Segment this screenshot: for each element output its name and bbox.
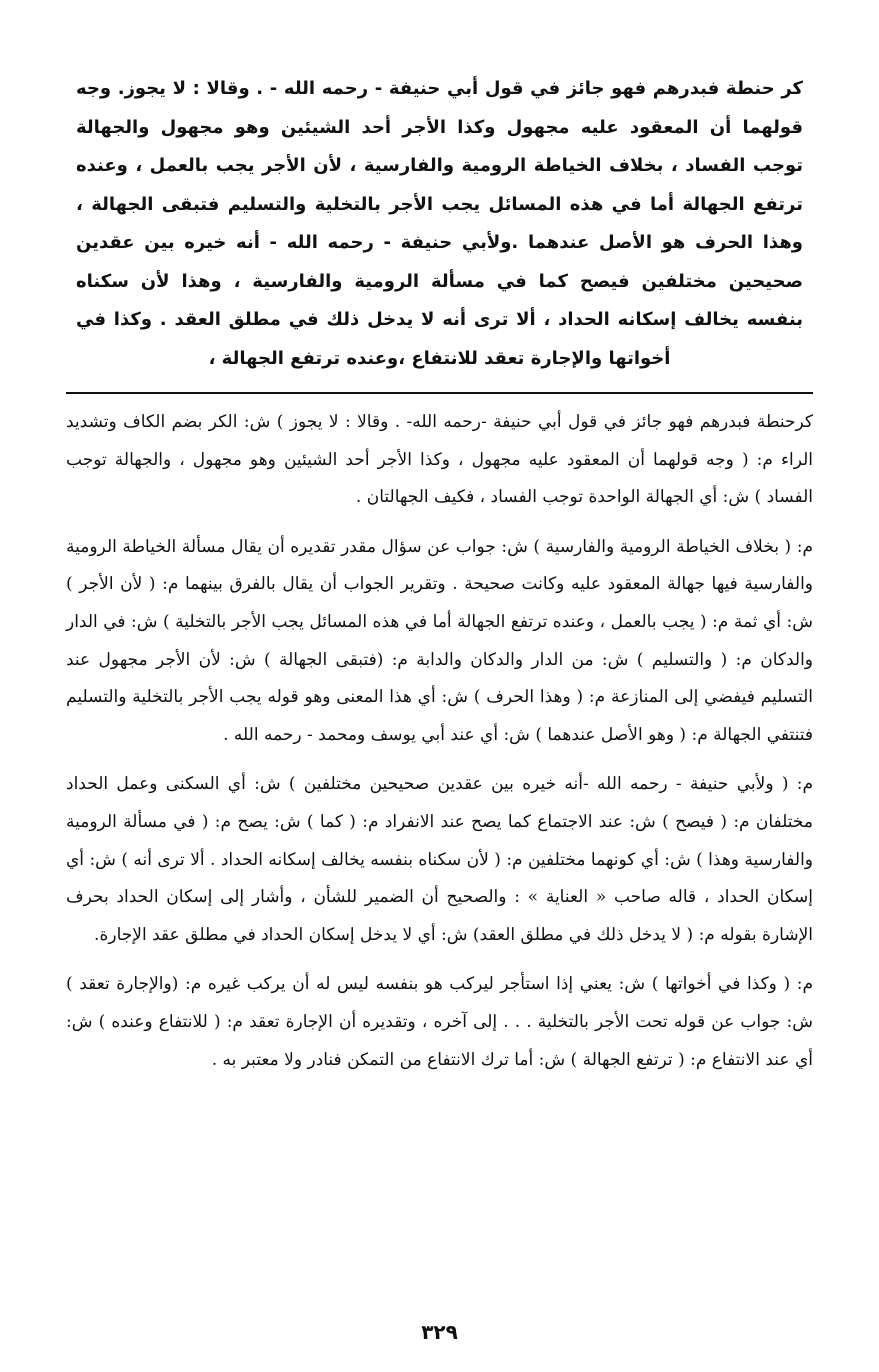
commentary-paragraph: م: ( ولأبي حنيفة - رحمه الله -أنه خيره بين عقدين صحيحين مختلفين ) ش: أي السكنى وعمل الحداد مختلفان م: ( فيصح ) ش: عند الاجتماع كما يصح عند الانفراد م: ( كما ) ش: يصح م: ( في مسألة الرومية والفارسية وهذا ) ش: أي كونهما مختلفين م: ( لأن سكناه بنفسه يخالف إسكانه الحداد . ألا ترى أنه ) ش: أي إسكان الحداد ، قاله صاحب « العناية » : والصحيح أن الضمير للشأن ، وأشار إلى إسكان الحداد بحرف الإشارة بقوله م: ( لا يدخل ذلك في مطلق العقد) ش: أي لا يدخل إسكان الحداد في مطلق عقد الإجارة. [66,774,813,945]
page-number: ٣٢٩ [421,1320,458,1344]
commentary-paragraph: م: ( بخلاف الخياطة الرومية والفارسية ) ش: جواب عن سؤال مقدر تقديره أن يقال مسألة الخياطة الرومية والفارسية فيها جهالة المعقود عليه وكانت صحيحة . وتقرير الجواب أن يقال بالفرق بينهما م: ( لأن الأجر ) ش: أي ثمة م: ( يجب بالعمل ، وعنده ترتفع الجهالة أما في هذه المسائل يجب الأجر بالتخلية ) ش: في الدار والدكان م: ( والتسليم ) ش: من الدار والدكان والدابة م: (فتبقى الجهالة ) ش: لأن الأجر مجهول عند التسليم فيفضي إلى المنازعة م: ( وهذا الحرف ) ش: أي هذا المعنى وهو قوله يجب الأجر بالتخلية والتسليم فتنتفي الجهالة م: ( وهو الأصل عندهما ) ش: أي عند أبي يوسف ومحمد - رحمه الله . [66,536,813,745]
commentary-paragraph: م: ( وكذا في أخواتها ) ش: يعني إذا استأجر ليركب هو بنفسه ليس له أن يركب غيره م: (والإجارة تعقد ) ش: جواب عن قوله تحت الأجر بالتخلية . . . إلى آخره ، وتقديره أن الإجارة تعقد م: ( للانتفاع وعنده ) ش: أي عند الانتفاع م: ( ترتفع الجهالة ) ش: أما ترك الانتفاع من التمكن فنادر ولا معتبر به . [66,974,813,1070]
commentary-block [66,404,813,1091]
main-text-block: كر حنطة فبدرهم فهو جائز في قول أبي حنيفة - رحمه الله - . وقالا : لا يجوز. وجه قولهما أن المعقود عليه مجهول وكذا الأجر أحد الشيئين وهو مجهول والجهالة توجب الفساد ، بخلاف الخياطة الرومية والفارسية ، لأن الأجر يجب بالعمل ، وعنده ترتفع الجهالة أما في هذه المسائل يجب الأجر بالتخلية والتسليم فتبقى الجهالة ، وهذا الحرف هو الأصل عندهما .ولأبي حنيفة - رحمه الله - أنه خيره بين عقدين صحيحين مختلفين فيصح كما في مسألة الرومية والفارسية ، وهذا لأن سكناه بنفسه يخالف إسكانه الحداد ، ألا ترى أنه لا يدخل ذلك في مطلق العقد . وكذا في أخواتها والإجارة تعقد للانتفاع ،وعنده ترتفع الجهالة ، [76,78,803,369]
commentary-paragraph: كرحنطة فبدرهم فهو جائز في قول أبي حنيفة -رحمه الله- . وقالا : لا يجوز ) ش: الكر بضم الكاف وتشديد الراء م: ( وجه قولهما أن المعقود عليه مجهول ، وكذا الأجر أحد الشيئين وهو مجهول ، والجهالة توجب الفساد ) ش: أي الجهالة الواحدة توجب الفساد ، فكيف الجهالتان . [66,412,813,508]
section-divider [66,392,813,394]
